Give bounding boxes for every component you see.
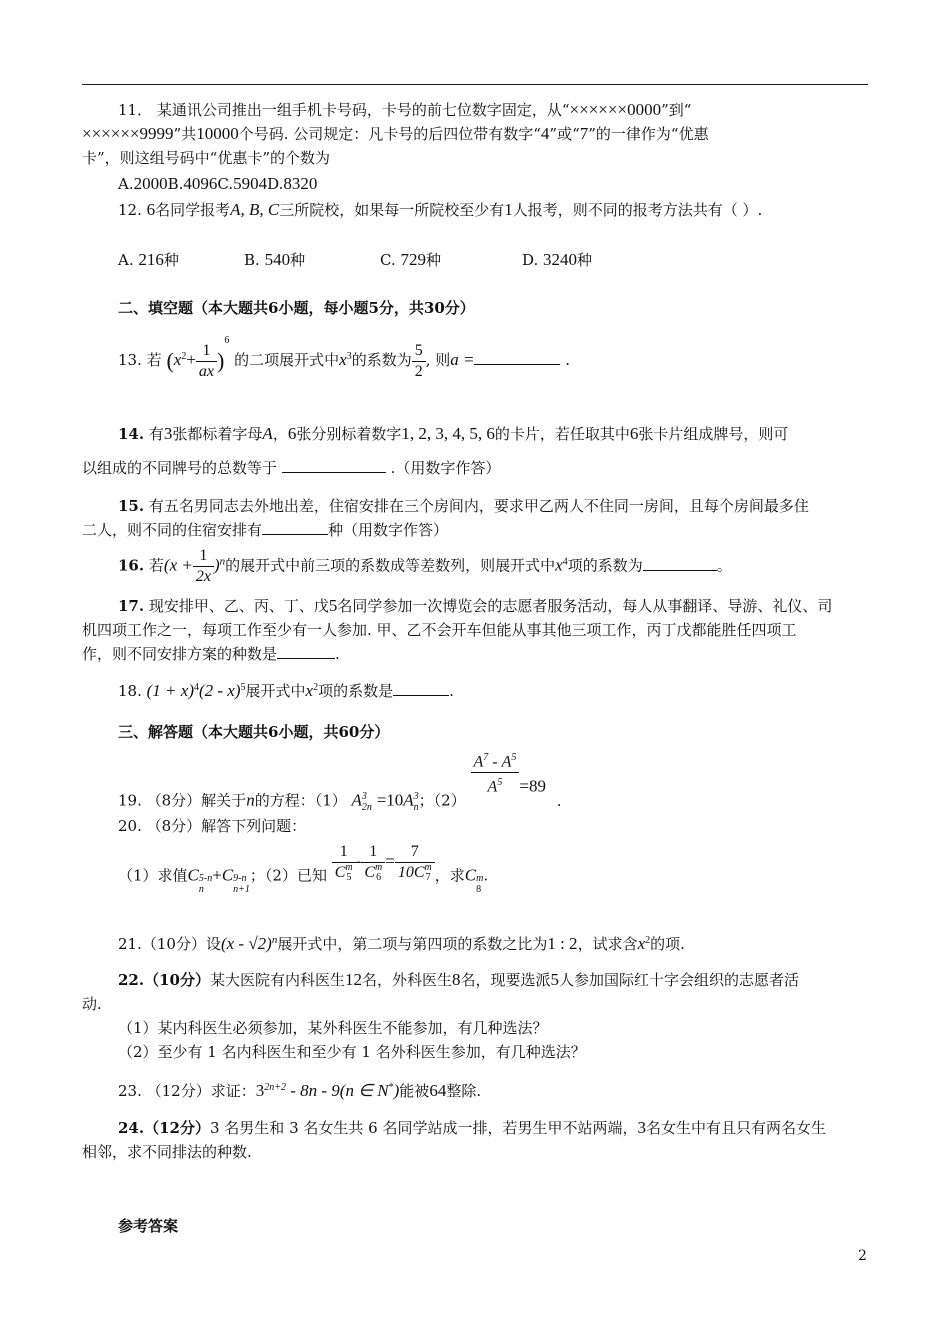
q13-answer-blank[interactable] xyxy=(474,350,560,365)
q13-right-paren: ) xyxy=(217,348,225,373)
q11-option-d: D.8320 xyxy=(267,174,318,193)
q20-comb: C xyxy=(187,865,199,885)
q24-score: （12分） xyxy=(144,1119,210,1137)
q13-fraction: $\frac{1}{ax}$ xyxy=(196,341,217,382)
header-rule xyxy=(82,84,868,85)
q13-exp6: 6 xyxy=(224,335,230,346)
q20-comb-idx: 5-n n xyxy=(198,872,213,895)
q18-x: x xyxy=(305,681,314,700)
q14-text: 有 xyxy=(148,425,164,443)
q18-exp: 2 xyxy=(313,682,319,693)
q23-exp: 2n+2 xyxy=(264,1082,286,1093)
q11-text: ”共 xyxy=(173,125,197,143)
q14-value: 3 xyxy=(163,424,173,443)
q22-sub-1: （1）某内科医生必须参加，某外科医生不能参加，有几种选法？ xyxy=(118,1019,548,1037)
q18-expr: (1 + x) xyxy=(146,681,194,700)
section-3-heading: 三、解答题（本大题共6小题，共60分） xyxy=(118,723,390,741)
q15-text: 种（用数字作答） xyxy=(328,521,449,539)
q19-end: . xyxy=(556,791,562,810)
q23-text: （12分）求证： xyxy=(146,1082,256,1100)
q22-number: 22. xyxy=(118,971,145,989)
q22-text: 某大医院有内科医生 xyxy=(209,971,345,989)
q21-ratio: 1 : 2 xyxy=(547,934,578,953)
q20-minus: - xyxy=(355,851,362,871)
q22-text: 动. xyxy=(82,995,102,1013)
q11-number: 11． xyxy=(118,101,153,119)
question-16 xyxy=(118,546,878,587)
q12-text: 三所院校，如果每一所院校至少有 xyxy=(279,201,505,219)
q14-value: 6 xyxy=(287,424,297,443)
q18-number: 18. xyxy=(118,682,142,700)
q13-x: x xyxy=(339,350,347,369)
q17-text: 现安排甲、乙、丙、丁、戊 xyxy=(148,597,329,615)
q13-end: . xyxy=(565,351,571,369)
q24-number: 24. xyxy=(118,1119,145,1137)
q21-exp: n xyxy=(271,934,278,946)
q16-text: 若 xyxy=(148,556,164,575)
q12-text: 人报考，则不同的报考方法共有（ ）. xyxy=(512,201,763,219)
q13-number: 13. xyxy=(118,351,142,369)
q12-number-value: 6 xyxy=(146,200,156,219)
q19-text: （8分）解关于 xyxy=(146,791,247,810)
q18-exp: 5 xyxy=(240,682,246,693)
answers-heading: 参考答案 xyxy=(118,1217,179,1235)
q11-code-start: ××××××0000 xyxy=(569,100,662,119)
q12-option-a: A. 216种 xyxy=(118,250,179,269)
q13-x: x xyxy=(173,350,182,369)
q21-x: x xyxy=(637,934,646,953)
question-13 xyxy=(118,326,878,382)
question-18 xyxy=(118,676,878,703)
q20-text: （8分）解答下列问题： xyxy=(146,817,307,835)
question-15 xyxy=(82,494,872,542)
q12-text: 名同学报考 xyxy=(155,201,231,219)
q12-option-b: B. 540种 xyxy=(244,250,306,269)
q13-exp: 2 xyxy=(181,351,187,362)
q13-text: , 则 xyxy=(425,351,451,369)
q16-answer-blank[interactable] xyxy=(643,556,717,571)
q14-digits: 1, 2, 3, 4, 5, 6 xyxy=(401,424,495,443)
q15-number: 15. xyxy=(118,497,145,515)
q22-score: （10分） xyxy=(144,971,210,989)
q20-comb: C xyxy=(464,865,477,885)
q17-text: . xyxy=(335,645,340,663)
question-20 xyxy=(118,814,878,838)
q20-eq: = xyxy=(385,851,395,871)
q24-text: 3 名男生和 3 名女生共 6 名同学站成一排，若男生甲不站两端， xyxy=(209,1119,638,1137)
question-14 xyxy=(82,422,872,480)
q19-var: n xyxy=(246,790,255,810)
q11-digit: 4 xyxy=(540,124,550,143)
q23-text: 整除. xyxy=(446,1082,482,1100)
q19-perm-idx: 3 n xyxy=(413,790,419,813)
q20-comb-idx: 9-n n+1 xyxy=(233,872,250,895)
q12-number: 12. xyxy=(118,201,142,219)
q20-end: . xyxy=(483,866,489,885)
q12-option-c: C. 729种 xyxy=(380,250,442,269)
q23-number: 23. xyxy=(118,1082,142,1100)
q14-text: 的卡片，若任取其中 xyxy=(494,425,630,443)
q16-number: 16. xyxy=(118,556,145,575)
q17-value: 5 xyxy=(328,596,338,615)
q23-expr: - 8n - 9(n ∈ N xyxy=(285,1081,389,1100)
q15-answer-blank[interactable] xyxy=(262,520,328,535)
q23-base: 3 xyxy=(255,1081,265,1100)
question-12 xyxy=(118,198,878,222)
q18-exp: 4 xyxy=(193,682,199,693)
q11-code-end: ××××××9999 xyxy=(82,124,174,143)
q18-text: 项的系数是 xyxy=(318,682,394,700)
q14-letter: A xyxy=(262,424,273,443)
q20-comb-idx: m 8 xyxy=(476,872,484,895)
q12-option-d: D. 3240种 xyxy=(522,250,593,269)
q19-perm: A xyxy=(351,790,362,810)
q16-exp: n xyxy=(219,555,226,568)
section-2-heading: 二、填空题（本大题共6小题，每小题5分，共30分） xyxy=(118,299,475,317)
q11-text: 卡”，则这组号码中“优惠卡”的个数为 xyxy=(82,149,331,167)
q11-count: 10000 xyxy=(196,124,239,143)
q21-number: 21. xyxy=(118,935,142,953)
q16-exp: 4 xyxy=(562,556,568,568)
q19-fraction: $\frac{A^7 - A^5}{A^5}$ xyxy=(471,748,520,798)
q21-text: ，试求含 xyxy=(577,935,638,953)
q17-text: 机四项工作之一，每项工作至少有一人参加. 甲、乙不会开车但能从事其他三项工作，丙丁戊都能胜任四项工 xyxy=(82,621,797,639)
q11-option-c: C.5904 xyxy=(217,174,268,193)
q12-options xyxy=(118,248,878,272)
q20-fraction-1: 1 C m 5 xyxy=(332,842,356,883)
q19-text: 的方程：（1） xyxy=(254,791,347,810)
question-24 xyxy=(82,1116,872,1164)
q21-text: （10分）设 xyxy=(141,935,221,953)
q17-number: 17. xyxy=(118,597,145,615)
q21-text: 的项. xyxy=(650,935,685,953)
q23-text: 能被 xyxy=(399,1082,430,1100)
q18-answer-blank[interactable] xyxy=(393,681,449,696)
q14-text: 张都标着字母 xyxy=(172,425,263,443)
q13-exp: 3 xyxy=(346,351,352,362)
q19-text: ；（2） xyxy=(418,791,466,810)
q21-text: 展开式中，第二项与第四项的系数之比为 xyxy=(277,935,548,953)
q24-value: 3 xyxy=(637,1118,646,1137)
q19-eq: =10 xyxy=(376,790,404,810)
q16-x: x xyxy=(555,555,563,575)
q19-number: 19. xyxy=(118,791,142,810)
q11-text: ”的一律作为“优惠 xyxy=(588,125,709,143)
q11-text: 个号码. 公司规定：凡卡号的后四位带有数字“ xyxy=(238,125,541,143)
q14-value: 6 xyxy=(629,424,639,443)
q17-text: 作，则不同安排方案的种数是 xyxy=(82,645,278,663)
q18-text: 展开式中 xyxy=(245,682,306,700)
q22-value: 8 xyxy=(452,970,461,989)
q14-text: 以组成的不同牌号的总数等于 xyxy=(82,459,278,477)
q14-number: 14. xyxy=(118,425,145,443)
q20-fraction-2: 1 C m 6 xyxy=(361,842,385,883)
q22-value: 12 xyxy=(345,970,362,989)
q16-fraction: $\frac{1}{2x}$ xyxy=(193,546,214,587)
page-number: 2 xyxy=(858,1248,867,1264)
question-22 xyxy=(82,968,872,1064)
q16-end: 。 xyxy=(716,556,732,575)
q16-expr: ) xyxy=(213,555,220,575)
question-19 xyxy=(118,748,878,816)
q13-text: 的二项展开式中 xyxy=(234,351,340,369)
q20-comb: C xyxy=(221,865,234,885)
question-20-parts xyxy=(118,842,878,895)
q21-expr: (x - √2) xyxy=(220,934,272,953)
q22-text: 名，外科医生 xyxy=(362,971,453,989)
q12-schools: A, B, C xyxy=(230,200,280,219)
q14-text: .（用数字作答） xyxy=(390,459,501,477)
q13-plus: + xyxy=(186,350,196,369)
q20-number: 20. xyxy=(118,817,142,835)
q13-text: 的系数为 xyxy=(351,351,412,369)
q23-value: 64 xyxy=(429,1081,447,1100)
q13-coef-fraction: $\frac{5}{2}$ xyxy=(412,341,426,382)
q11-options xyxy=(82,172,872,196)
q20-text: ，求 xyxy=(434,866,465,885)
q17-answer-blank[interactable] xyxy=(277,644,335,659)
q23-expr: ) xyxy=(393,1081,400,1100)
q22-text: 名，现要选派 xyxy=(460,971,551,989)
q16-text: 项的系数为 xyxy=(567,556,643,575)
q17-text: 名同学参加一次博览会的志愿者服务活动，每人从事翻译、导游、礼仪、司 xyxy=(337,597,833,615)
q19-eq89: =89 xyxy=(519,776,546,796)
q18-end: . xyxy=(449,682,454,700)
q22-sub-2: （2）至少有 1 名内科医生和至少有 1 名外科医生参加，有几种选法？ xyxy=(118,1043,586,1061)
question-11 xyxy=(82,98,872,196)
q16-expr: (x + xyxy=(163,555,193,575)
q23-star: * xyxy=(388,1082,394,1093)
question-23 xyxy=(118,1076,878,1103)
q14-text: 张卡片组成牌号，则可 xyxy=(638,425,789,443)
question-21 xyxy=(118,928,878,956)
q18-expr: (2 - x) xyxy=(198,681,241,700)
q13-a-eq: a = xyxy=(450,350,475,369)
q14-text: ， xyxy=(272,425,288,443)
q21-exp: 2 xyxy=(645,935,651,946)
q24-text: 相邻，求不同排法的种数. xyxy=(82,1143,252,1161)
q20-text: ；（2）已知 xyxy=(249,866,327,885)
q20-plus: + xyxy=(212,865,222,885)
q20-text: （1）求值 xyxy=(118,866,188,885)
q15-text: 有五名男同志去外地出差，住宿安排在三个房间内，要求甲乙两人不住同一房间，且每个房间最多住 xyxy=(148,497,809,515)
q11-digit: 7 xyxy=(579,124,589,143)
q11-text: ”或“ xyxy=(549,125,580,143)
q11-text: ”到“ xyxy=(661,101,692,119)
q13-text: 若 xyxy=(146,351,162,369)
q11-option-b: B.4096 xyxy=(167,174,218,193)
question-17 xyxy=(82,594,872,666)
q14-text: 张分别标着数字 xyxy=(296,425,402,443)
q24-text: 名女生中有且只有两名女生 xyxy=(645,1119,826,1137)
q16-text: 的展开式中前三项的系数成等差数列，则展开式中 xyxy=(225,556,556,575)
q19-perm-idx: 3 2n xyxy=(361,790,372,813)
q12-number-value: 1 xyxy=(504,200,513,219)
q20-fraction-3: 7 10C m 7 xyxy=(395,842,435,883)
q22-text: 人参加国际红十字会组织的志愿者活 xyxy=(559,971,800,989)
q11-option-a: A.2000 xyxy=(118,174,168,193)
q14-answer-blank[interactable] xyxy=(282,458,386,473)
q22-value: 5 xyxy=(550,970,560,989)
q15-text: 二人，则不同的住宿安排有 xyxy=(82,521,263,539)
q19-perm: A xyxy=(403,790,414,810)
q13-left-paren: ( xyxy=(166,348,174,373)
q11-text: 某通讯公司推出一组手机卡号码，卡号的前七位数字固定，从“ xyxy=(156,101,570,119)
